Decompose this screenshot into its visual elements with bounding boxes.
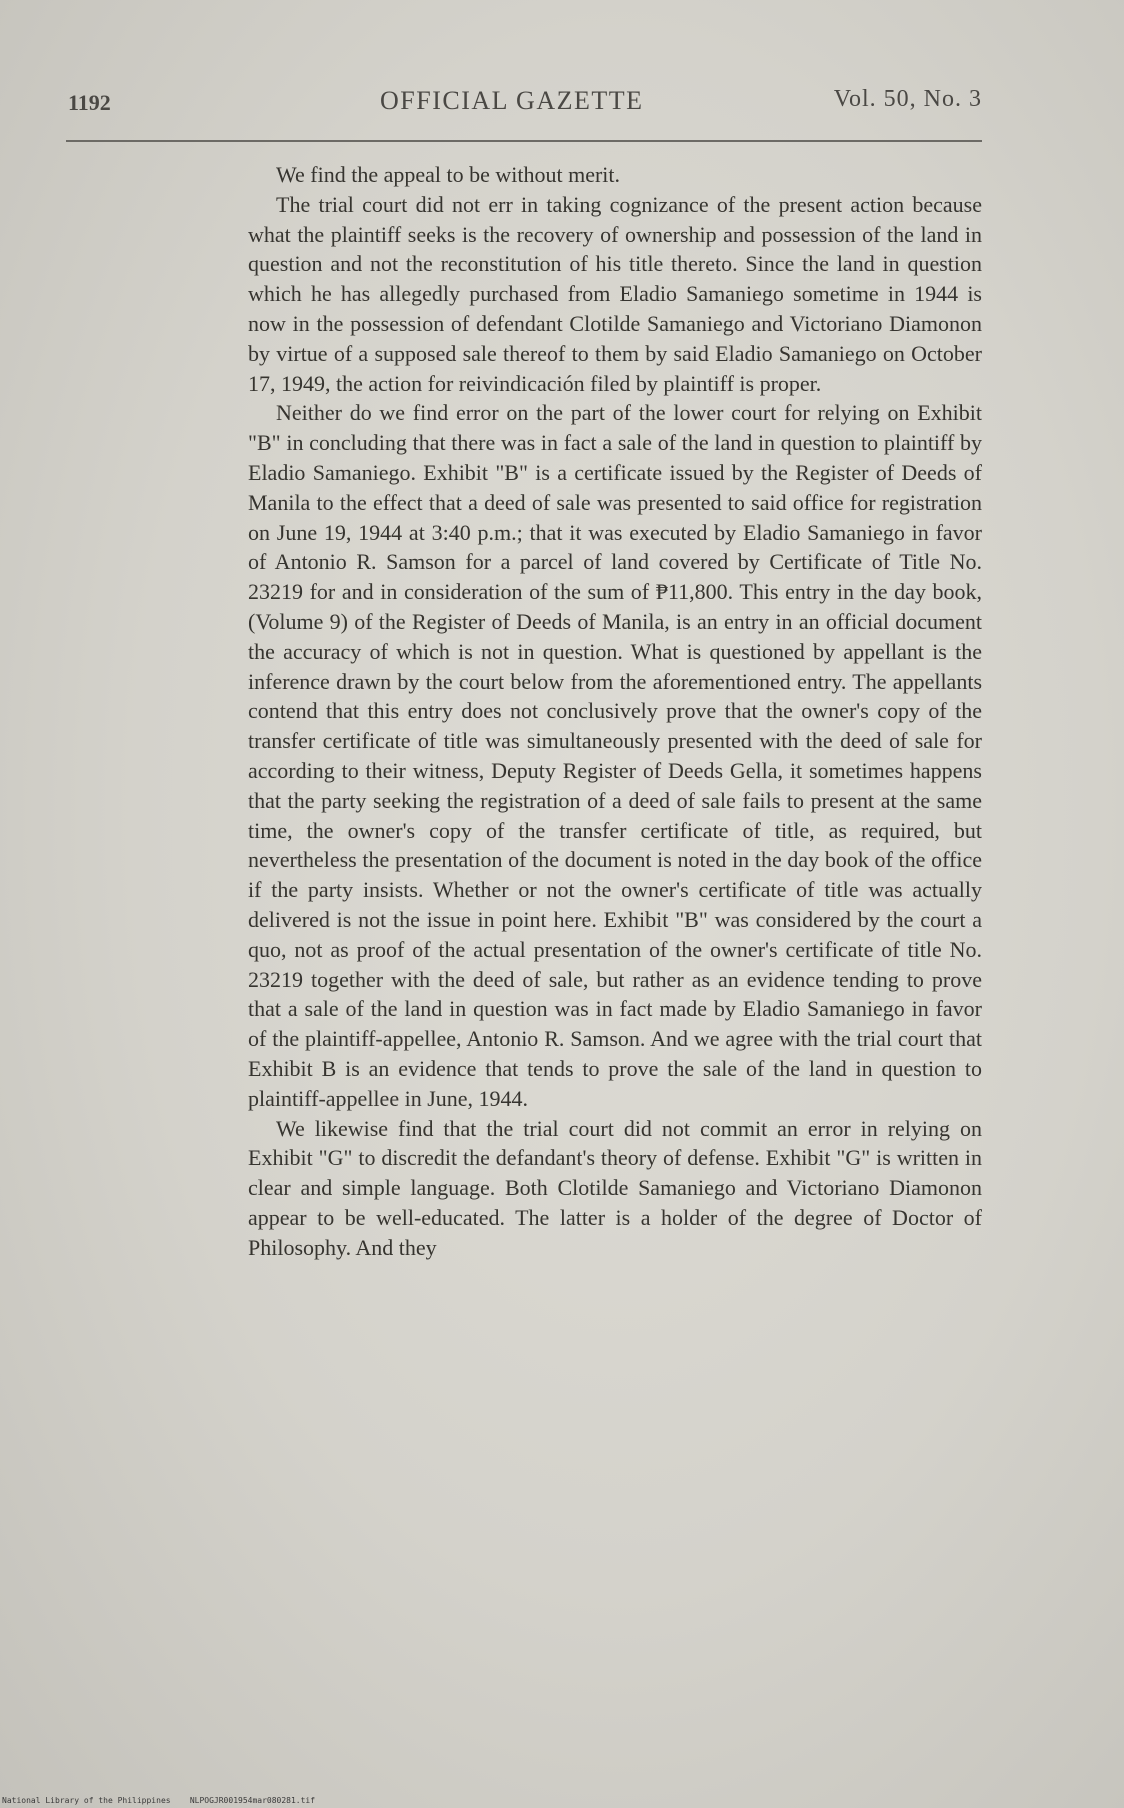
scan-footer: National Library of the Philippines NLPOGJR001954mar080281.tif bbox=[2, 1796, 316, 1805]
page-number: 1192 bbox=[68, 90, 111, 115]
publication-title: OFFICIAL GAZETTE bbox=[380, 86, 644, 115]
paragraph: The trial court did not err in taking cognizance of the present action because what the plaintiff seeks is the recovery of ownership and possession of the land in question and not the reconstitution of his title thereto. Since the land in question which he has allegedly purchased from Eladio Samaniego sometime in 1944 is now in the possession of defendant Clotilde Samaniego and Victoriano Diamonon by virtue of a supposed sale thereof to them by said Eladio Samaniego on October 17, 1949, the action for reivindicación filed by plaintiff is proper. bbox=[248, 191, 982, 396]
header-rule bbox=[66, 140, 982, 142]
page-header bbox=[68, 82, 982, 122]
paragraph: We likewise find that the trial court did not commit an error in relying on Exhibit "G" to discredit the defandant's theory of defense. Exhibit "G" is written in clear and simple language. Both Clotilde Samaniego and Victoriano Diamonon appear to be well-educated. The latter is a holder of the degree of Doctor of Philosophy. And they bbox=[248, 1115, 982, 1260]
paragraph: We find the appeal to be without merit. bbox=[276, 162, 621, 187]
volume-issue: Vol. 50, No. 3 bbox=[833, 86, 982, 112]
paragraph: Neither do we find error on the part of the lower court for relying on Exhibit "B" in concluding that there was in fact a sale of the land in question to plaintiff by Eladio Samaniego. Exhibit "B" is a certificate issued by the Register of Deeds of Manila to the effect that a deed of sale was presented to said office for registration on June 19, 1944 at 3:40 p.m.; that it was executed by Eladio Samaniego in favor of Antonio R. Samson for a parcel of land covered by Certificate of Title No. 23219 for and in consideration of the sum of ₱11,800. This entry in the day book, (Volume 9) of the Register of Deeds of Manila, is an entry in an official document the accuracy of which is not in question. What is questioned by appellant is the inference drawn by the court below from the aforementioned entry. The appellants contend that this entry does not conclusively prove that the owner's copy of the transfer certificate of title was simultaneously presented with the deed of sale for according to their witness, Deputy Register of Deeds Gella, it sometimes happens that the party seeking the registration of a deed of sale fails to present at the same time, the owner's copy of the transfer certificate of title, as required, but nevertheless the presentation of the document is noted in the day book of the office if the party insists. Whether or not the owner's certificate of title was actually delivered is not the issue in point here. Exhibit "B" was considered by the court a quo, not as proof of the actual presentation of the owner's certificate of title No. 23219 together with the deed of sale, but rather as an evidence tending to prove that a sale of the land in question was in fact made by Eladio Samaniego in favor of the plaintiff-appellee, Antonio R. Samson. And we agree with the trial court that Exhibit B is an evidence that tends to prove the sale of the land in question to plaintiff-appellee in June, 1944. bbox=[248, 400, 982, 1111]
body-text bbox=[248, 160, 982, 1262]
